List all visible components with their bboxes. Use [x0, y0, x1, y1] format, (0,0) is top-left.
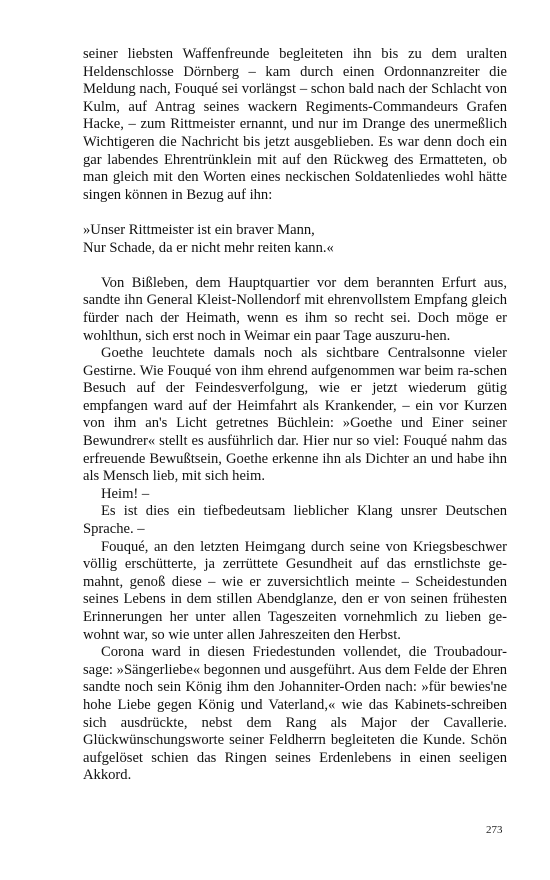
paragraph-heim: Heim! – — [101, 485, 150, 502]
paragraph-sprache: Es ist dies ein tiefbedeutsam lieblicher Klang unsrer Deutschen Sprache. – — [83, 503, 507, 538]
spacer — [83, 257, 507, 275]
paragraph-fouque: Fouqué, an den letzten Heimgang durch seine von Kriegsbeschwer völlig erschütterte, ja zerrüttete Gesundheit auf das ernstlichste ge-mahnt, genoß diese – wie er zuversichtlich meinte – Scheidestunden seines Lebens in dem stillen Abendglanze, den er von seinen frühesten Erinnerungen her unter allen Tageszeiten vornehmlich zu lieben ge-wohnt war, so wie unter allen Jahreszeiten den Herbst. — [83, 538, 507, 643]
spacer — [83, 204, 507, 222]
verse-line-2: Nur Schade, da er nicht mehr reiten kann.« — [83, 239, 334, 256]
paragraph-continued: seiner liebsten Waffenfreunde begleiteten ihn bis zu dem uralten Heldenschlosse Dörnberg – kam durch einen Ordonnanzreiter die Meldung nach, Fouqué sei vorlängst – schon bald nach der Schlacht von Kulm, auf Antrag seines wackern Regiments-Commandeurs Grafen Hacke, – zum Rittmeister ernannt, und nur im Drange des unermeßlich Wichtigeren die Nachricht bis jetzt ausgeblieben. Es war denn doch ein gar labendes Ehrentrünklein mit auf den Rückweg des Ermatteten, ob man gleich mit den Worten eines neckischen Soldatenliedes wohl hätte singen können in Bezug auf ihn: — [83, 46, 507, 203]
verse-line-1: »Unser Rittmeister ist ein braver Mann, — [83, 221, 315, 238]
paragraph-bissleben: Von Bißleben, dem Hauptquartier vor dem berannten Erfurt aus, sandte ihn General Kleist-Nollendorf mit ehrenvollstem Empfang gleich fürder nach der Heimath, wenn es ihm so recht sei. Doch möge er wohlthun, sich erst noch in Weimar ein paar Tage auszuru-hen. — [83, 274, 507, 344]
page-number: 273 — [486, 824, 503, 836]
paragraph-corona: Corona ward in diesen Friedestunden vollendet, die Troubadour-sage: »Sängerliebe« begonnen und ausgeführt. Aus dem Felde der Ehren sandte noch sein König ihm den Johanniter-Orden nach: »für bewies'ne hohe Liebe gegen König und Vaterland,« wie das Kabinets-schreiben sich ausdrückte, nebst dem Rang als Major der Cavallerie. Glückwünschungsworte seiner Feldherrn begleiteten die Kunde. Schön aufgelöset schien das Ringen seines Erdenlebens in einen seeligen Akkord. — [83, 644, 507, 784]
page-body — [83, 46, 507, 785]
paragraph-goethe: Goethe leuchtete damals noch als sichtbare Centralsonne vieler Gestirne. Wie Fouqué von ihm ehrend aufgenommen war beim ra-schen Besuch auf der Feindesverfolgung, wie er jetzt wiederum gütig empfangen ward auf der Heimfahrt als Krankender, – ein vor Kurzen von ihm an's Licht getretnes Büchlein: »Goethe und Einer seiner Bewundrer« stellt es ausführlich dar. Hier nur so viel: Fouqué nahm das erfreuende Bewußtsein, Goethe erkenne ihn als Dichter an und habe ihn als Mensch lieb, mit sich heim. — [83, 345, 507, 485]
